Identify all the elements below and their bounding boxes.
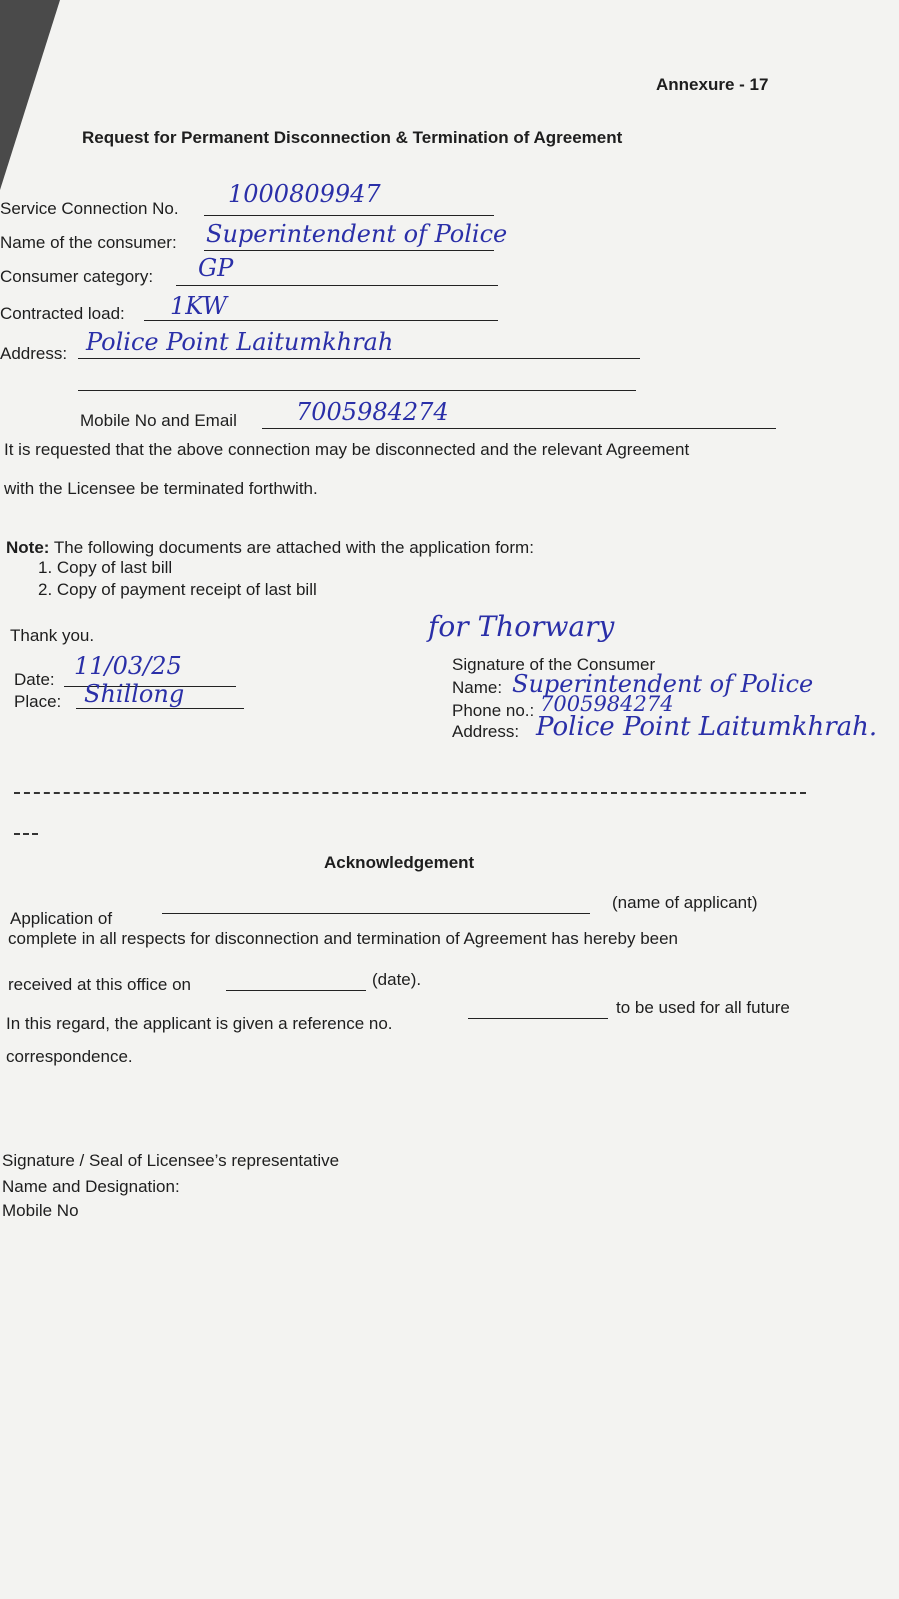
- thank-you: Thank you.: [10, 626, 95, 645]
- consumer-name-line: [204, 250, 494, 251]
- service-connection-label: Service Connection No.: [0, 199, 179, 218]
- address-value: Police Point Laitumkhrah: [86, 328, 394, 356]
- name-value: Superintendent of Police: [512, 670, 814, 698]
- request-line-1: It is requested that the above connection may be disconnected and the relevant Agreement: [4, 440, 690, 459]
- address-line-2: [78, 390, 636, 391]
- load-label: Contracted load:: [0, 304, 125, 323]
- category-label: Consumer category:: [0, 267, 154, 286]
- ack-date-suffix: (date).: [372, 970, 422, 989]
- service-connection-line: [204, 215, 494, 216]
- ack-received: received at this office on: [8, 975, 192, 994]
- addr-label: Address:: [452, 722, 520, 741]
- category-value: GP: [198, 254, 234, 282]
- ack-correspondence: correspondence.: [6, 1047, 133, 1066]
- ack-regard: In this regard, the applicant is given a reference no.: [6, 1014, 393, 1033]
- note-text: [6, 538, 534, 558]
- ack-title: Acknowledgement: [324, 853, 475, 872]
- cut-line-stub: [14, 833, 38, 835]
- name-label: Name:: [452, 678, 503, 697]
- date-label: Date:: [14, 670, 55, 689]
- name-designation-label: Name and Designation:: [2, 1177, 180, 1196]
- note-item-2: 2. Copy of payment receipt of last bill: [38, 580, 317, 599]
- phone-label: Phone no.:: [452, 701, 535, 720]
- cut-line: [14, 792, 806, 794]
- note-item-1: 1. Copy of last bill: [38, 558, 173, 577]
- note-body: The following documents are attached with the application form:: [53, 538, 534, 557]
- load-value: 1KW: [170, 292, 228, 320]
- note-label: Note:: [6, 538, 50, 557]
- consumer-name-label: Name of the consumer:: [0, 233, 177, 252]
- request-line-2: with the Licensee be terminated forthwith.: [4, 479, 318, 498]
- photo-shadow-corner: [0, 0, 60, 190]
- form-title: Request for Permanent Disconnection & Termination of Agreement: [82, 128, 623, 147]
- mobile-label: Mobile No and Email: [80, 411, 237, 430]
- ack-date-line: [226, 990, 366, 991]
- load-line: [144, 320, 498, 321]
- place-line: [76, 708, 244, 709]
- ack-future: to be used for all future: [616, 998, 790, 1017]
- address-label: Address:: [0, 344, 68, 363]
- ack-application-of: Application of: [10, 909, 113, 928]
- phone-value: 7005984274: [540, 692, 674, 716]
- mobile-value: 7005984274: [296, 398, 449, 426]
- place-value: Shillong: [84, 680, 185, 708]
- date-value: 11/03/25: [74, 652, 182, 680]
- annexure-label: Annexure - 17: [656, 75, 769, 94]
- signature-label: Signature of the Consumer: [452, 655, 656, 674]
- licensee-signature-label: Signature / Seal of Licensee’s representative: [2, 1151, 340, 1170]
- ack-applicant-line: [162, 913, 590, 914]
- mobile-line: [262, 428, 776, 429]
- consumer-signature: for Thorwary: [428, 610, 615, 643]
- ack-reference-line: [468, 1018, 608, 1019]
- category-line: [176, 285, 498, 286]
- consumer-name-value: Superintendent of Police: [206, 220, 508, 248]
- ack-line-2: complete in all respects for disconnection and termination of Agreement has hereby been: [8, 929, 679, 948]
- address-line-1: [78, 358, 640, 359]
- place-label: Place:: [14, 692, 62, 711]
- addr-value: Police Point Laitumkhrah.: [536, 712, 878, 742]
- service-connection-value: 1000809947: [228, 180, 381, 208]
- footer-mobile-label: Mobile No: [2, 1201, 79, 1220]
- ack-name-of-applicant: (name of applicant): [612, 893, 758, 912]
